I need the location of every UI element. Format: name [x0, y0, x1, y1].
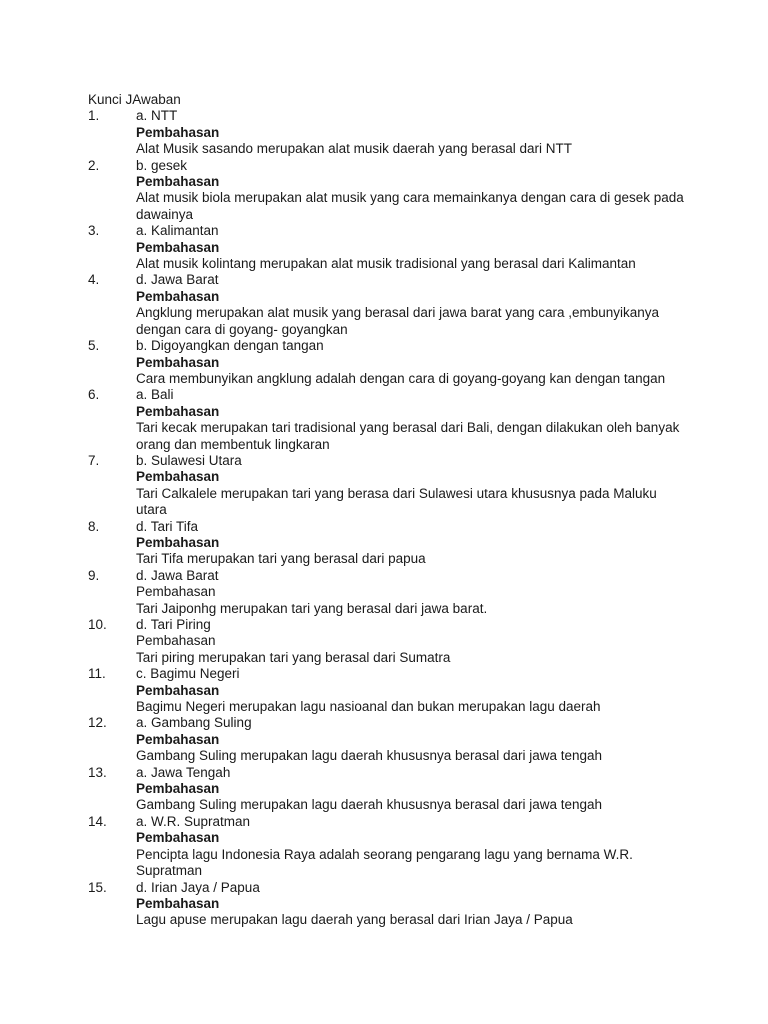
item-explanation: Bagimu Negeri merupakan lagu nasioanal dan bukan merupakan lagu daerah: [136, 699, 601, 715]
item-answer: d. Tari Piring: [136, 617, 211, 632]
item-explanation-label: Pembahasan: [136, 830, 220, 846]
item-answer: d. Tari Tifa: [136, 518, 199, 534]
item-explanation-label: Pembahasan: [136, 633, 216, 649]
item-explanation-label: Pembahasan: [136, 469, 220, 485]
item-number: 1.: [88, 108, 100, 124]
item-explanation-label: Pembahasan: [136, 174, 220, 190]
answer-item: [88, 715, 688, 764]
item-answer: b. gesek: [136, 157, 188, 173]
answer-item: [88, 453, 688, 519]
item-explanation-label: Pembahasan: [136, 781, 220, 797]
item-answer: b. Sulawesi Utara: [136, 452, 242, 468]
answer-item: [88, 814, 688, 880]
item-answer: a. Kalimantan: [136, 223, 219, 239]
item-body: [136, 666, 688, 715]
item-explanation-label: Pembahasan: [136, 403, 220, 419]
item-explanation: Gambang Suling merupakan lagu daerah khususnya berasal dari jawa tengah: [136, 797, 603, 813]
answer-item: [88, 272, 688, 338]
item-number: 2.: [88, 157, 100, 173]
item-body: [136, 338, 688, 387]
answer-list: [88, 108, 688, 928]
item-number: 15.: [88, 879, 107, 895]
item-body: [136, 272, 688, 338]
item-explanation-label: Pembahasan: [136, 239, 220, 255]
answer-item: [88, 880, 688, 929]
item-number: 6.: [88, 387, 100, 403]
item-number: 8.: [88, 518, 100, 534]
item-body: [136, 814, 688, 880]
item-explanation: Alat Musik sasando merupakan alat musik daerah yang berasal dari NTT: [136, 141, 572, 157]
item-number: 13.: [88, 764, 107, 780]
answer-item: [88, 223, 688, 272]
item-answer: a. NTT: [136, 108, 178, 124]
item-body: [136, 108, 688, 157]
item-explanation-label: Pembahasan: [136, 731, 220, 747]
item-explanation: Alat musik biola merupakan alat musik yang cara memainkanya dengan cara di gesek pada dawainya: [136, 190, 684, 222]
item-explanation-label: Pembahasan: [136, 354, 220, 370]
item-body: [136, 715, 688, 764]
item-explanation: Pencipta lagu Indonesia Raya adalah seorang pengarang lagu yang bernama W.R. Supratman: [136, 846, 633, 879]
answer-item: [88, 519, 688, 568]
item-number: 12.: [88, 715, 107, 731]
document-title: Kunci JAwaban: [88, 92, 181, 107]
item-body: [136, 158, 688, 224]
document-page: [88, 92, 688, 929]
item-answer: d. Jawa Barat: [136, 272, 219, 288]
item-answer: a. Jawa Tengah: [136, 764, 231, 780]
item-answer: c. Bagimu Negeri: [136, 666, 240, 682]
item-explanation-label: Pembahasan: [136, 534, 220, 550]
item-body: [136, 387, 688, 453]
item-explanation-label: Pembahasan: [136, 288, 220, 304]
item-answer: b. Digoyangkan dengan tangan: [136, 338, 324, 354]
item-explanation-label: Pembahasan: [136, 895, 220, 911]
answer-item: [88, 108, 688, 157]
item-number: 9.: [88, 567, 100, 583]
item-explanation: Tari Calkalele merupakan tari yang berasa dari Sulawesi utara khususnya pada Maluku utara: [136, 485, 657, 518]
answer-item: [88, 666, 688, 715]
item-answer: a. Gambang Suling: [136, 715, 252, 731]
item-number: 11.: [88, 666, 106, 682]
item-explanation-label: Pembahasan: [136, 584, 216, 600]
item-number: 10.: [88, 617, 107, 632]
item-body: [136, 765, 688, 814]
answer-item: [88, 765, 688, 814]
item-body: [136, 223, 688, 272]
item-number: 5.: [88, 338, 100, 354]
item-explanation: Angklung merupakan alat musik yang berasal dari jawa barat yang cara ,embunyikanya dengan cara di goyang- goyangkan: [136, 305, 660, 337]
answer-item: [88, 568, 688, 617]
item-explanation-label: Pembahasan: [136, 124, 220, 140]
item-explanation: Tari Tifa merupakan tari yang berasal dari papua: [136, 551, 426, 567]
item-explanation-label: Pembahasan: [136, 682, 220, 698]
item-explanation: Gambang Suling merupakan lagu daerah khususnya berasal dari jawa tengah: [136, 748, 603, 764]
item-answer: a. Bali: [136, 387, 174, 403]
item-answer: d. Jawa Barat: [136, 567, 219, 583]
item-body: [136, 453, 688, 519]
item-explanation: Cara membunyikan angklung adalah dengan cara di goyang-goyang kan dengan tangan: [136, 370, 666, 386]
item-explanation: Tari kecak merupakan tari tradisional yang berasal dari Bali, dengan dilakukan oleh banyak orang dan membentuk lingkaran: [136, 420, 680, 452]
item-body: [136, 880, 688, 929]
answer-item: [88, 158, 688, 224]
item-number: 14.: [88, 813, 107, 829]
item-answer: a. W.R. Supratman: [136, 813, 251, 829]
item-explanation: Tari Jaiponhg merupakan tari yang berasal dari jawa barat.: [136, 600, 488, 616]
item-body: [136, 568, 688, 617]
item-explanation: Lagu apuse merupakan lagu daerah yang berasal dari Irian Jaya / Papua: [136, 912, 573, 928]
answer-item: [88, 387, 688, 453]
item-explanation: Tari piring merupakan tari yang berasal dari Sumatra: [136, 649, 451, 665]
item-body: [136, 519, 688, 568]
item-body: [136, 617, 688, 666]
item-number: 4.: [88, 272, 100, 288]
answer-item: [88, 338, 688, 387]
item-answer: d. Irian Jaya / Papua: [136, 879, 260, 895]
item-number: 3.: [88, 223, 100, 239]
item-number: 7.: [88, 452, 100, 468]
answer-item: [88, 617, 688, 666]
item-explanation: Alat musik kolintang merupakan alat musik tradisional yang berasal dari Kalimantan: [136, 256, 636, 272]
